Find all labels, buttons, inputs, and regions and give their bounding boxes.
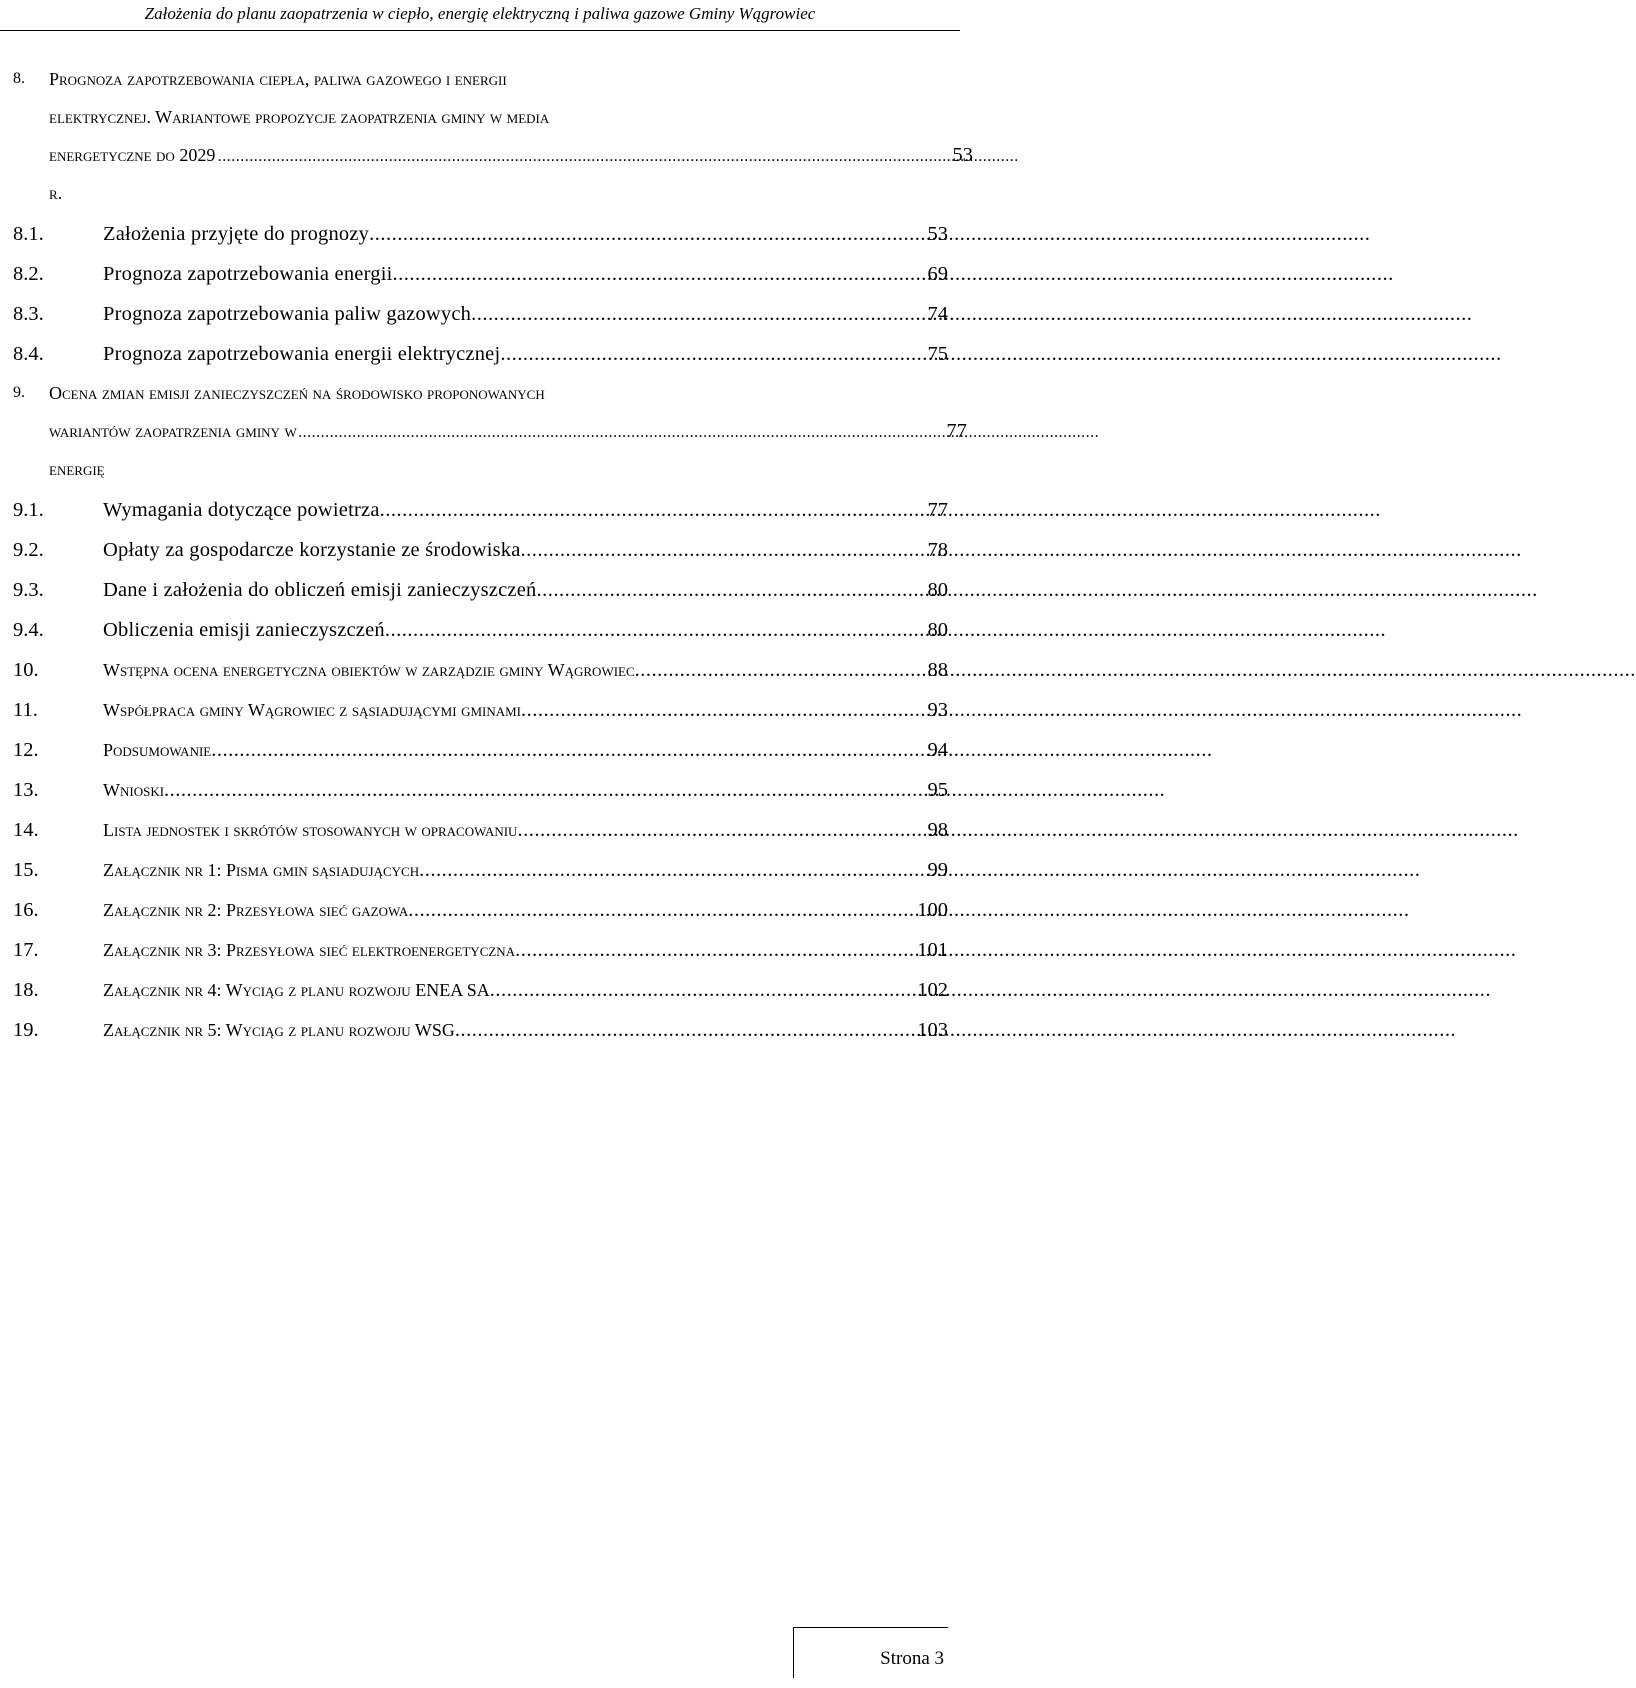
- toc-entry-number: 9.: [13, 384, 25, 401]
- toc-page-number: 74: [927, 303, 948, 325]
- toc-entry-number: 16.: [13, 899, 39, 921]
- toc-entry-number: 18.: [13, 979, 39, 1001]
- toc-entry-8-3[interactable]: [13, 294, 948, 334]
- table-of-contents: [13, 60, 974, 1050]
- toc-entry-title: Współpraca gminy Wągrowiec z sąsiadującymi gminami: [103, 700, 522, 720]
- toc-entry-title: Prognoza zapotrzebowania energii: [103, 263, 393, 285]
- toc-page-number: 69: [927, 263, 948, 285]
- toc-page-number: 80: [927, 619, 948, 641]
- toc-entry-title-line: wariantów zaopatrzenia gminy w energię: [49, 421, 297, 479]
- toc-entry-number: 12.: [13, 739, 39, 761]
- toc-page-number: 53: [952, 144, 974, 166]
- toc-entry-8-1[interactable]: [13, 214, 948, 254]
- dot-leader: [635, 650, 925, 690]
- dot-leader: [211, 730, 924, 770]
- dot-leader: [455, 1010, 914, 1050]
- toc-page-number: 99: [927, 859, 948, 881]
- toc-entry-title: Wnioski: [103, 780, 165, 800]
- dot-leader: [393, 254, 925, 294]
- toc-entry-title: Załącznik nr 2: Przesyłowa sieć gazowa: [103, 900, 409, 920]
- toc-entry-title: Załącznik nr 1: Pisma gmin sąsiadujących: [103, 860, 420, 880]
- toc-page-number: 95: [927, 779, 948, 801]
- dot-leader: [419, 850, 924, 890]
- toc-page-number: 101: [917, 939, 948, 961]
- toc-entry-14[interactable]: [13, 810, 948, 850]
- toc-entry-16[interactable]: [13, 890, 948, 930]
- toc-page-number: 94: [927, 739, 948, 761]
- toc-entry-10[interactable]: [13, 650, 948, 690]
- toc-entry-8-2[interactable]: [13, 254, 948, 294]
- toc-entry-title: Podsumowanie: [103, 740, 212, 760]
- running-header: [0, 0, 960, 31]
- toc-entry-number: 14.: [13, 819, 39, 841]
- toc-entry-number: 8.: [13, 70, 25, 87]
- toc-entry-number: 8.2.: [13, 263, 44, 285]
- toc-entry-title: Prognoza zapotrzebowania paliw gazowych: [103, 303, 472, 325]
- dot-leader: [218, 138, 953, 176]
- dot-leader: [385, 610, 925, 650]
- toc-entry-number: 17.: [13, 939, 39, 961]
- toc-entry-9-4[interactable]: [13, 610, 948, 650]
- toc-entry-title: Obliczenia emisji zanieczyszczeń: [103, 619, 385, 641]
- toc-entry-19[interactable]: [13, 1010, 948, 1050]
- toc-entry-title: Prognoza zapotrzebowania energii elektrycznej: [103, 343, 501, 365]
- page-footer: [793, 1627, 948, 1678]
- toc-page-number: 80: [927, 579, 948, 601]
- toc-entry-title: Opłaty za gospodarcze korzystanie ze środowiska: [103, 539, 521, 561]
- toc-entry-number: 9.4.: [13, 619, 44, 641]
- toc-entry-number: 11.: [13, 699, 38, 721]
- toc-entry-number: 13.: [13, 779, 39, 801]
- dot-leader: [298, 414, 946, 452]
- toc-page-number: 78: [927, 539, 948, 561]
- toc-entry-18[interactable]: [13, 970, 948, 1010]
- toc-entry-title-line: Ocena zmian emisji zanieczyszczeń na środowisko proponowanych: [49, 383, 545, 403]
- toc-entry-13[interactable]: [13, 770, 948, 810]
- toc-entry-9-1[interactable]: [13, 490, 948, 530]
- dot-leader: [490, 970, 915, 1010]
- dot-leader: [521, 690, 924, 730]
- toc-entry-15[interactable]: [13, 850, 948, 890]
- toc-page-number: 102: [917, 979, 948, 1001]
- toc-page-number: 77: [946, 420, 967, 442]
- toc-entry-title: Załącznik nr 3: Przesyłowa sieć elektroenergetyczna: [103, 940, 516, 960]
- toc-entry-title: Dane i założenia do obliczeń emisji zanieczyszczeń: [103, 579, 537, 601]
- toc-entry-12[interactable]: [13, 730, 948, 770]
- toc-entry-8[interactable]: [13, 60, 974, 212]
- toc-entry-number: 8.1.: [13, 223, 44, 245]
- toc-entry-number: 9.1.: [13, 499, 44, 521]
- dot-leader: [369, 214, 924, 254]
- toc-entry-title: Lista jednostek i skrótów stosowanych w opracowaniu: [103, 820, 518, 840]
- toc-page-number: 88: [927, 659, 948, 681]
- toc-entry-number: 8.4.: [13, 343, 44, 365]
- dot-leader: [521, 530, 925, 570]
- toc-entry-number: 8.3.: [13, 303, 44, 325]
- toc-entry-number: 19.: [13, 1019, 39, 1041]
- toc-page-number: 103: [917, 1019, 948, 1041]
- toc-entry-17[interactable]: [13, 930, 948, 970]
- dot-leader: [164, 770, 924, 810]
- toc-entry-title: Wstępna ocena energetyczna obiektów w zarządzie gminy Wągrowiec: [103, 660, 635, 680]
- toc-entry-number: 10.: [13, 659, 39, 681]
- dot-leader: [517, 810, 924, 850]
- toc-entry-number: 9.2.: [13, 539, 44, 561]
- dot-leader: [408, 890, 914, 930]
- toc-page-number: 53: [927, 223, 948, 245]
- dot-leader: [500, 334, 924, 374]
- toc-entry-number: 15.: [13, 859, 39, 881]
- toc-entry-title-line: elektrycznej. Wariantowe propozycje zaopatrzenia gminy w media: [49, 107, 550, 127]
- toc-entry-title-line: Prognoza zapotrzebowania ciepła, paliwa gazowego i energii: [49, 69, 507, 89]
- toc-entry-title: Załącznik nr 4: Wyciąg z planu rozwoju ENEA SA: [103, 980, 490, 1000]
- running-header-title: Założenia do planu zaopatrzenia w ciepło, energię elektryczną i paliwa gazowe Gminy Wągrowiec: [144, 4, 816, 23]
- toc-entry-11[interactable]: [13, 690, 948, 730]
- toc-entry-title: Założenia przyjęte do prognozy: [103, 223, 370, 245]
- dot-leader: [515, 930, 914, 970]
- toc-entry-9[interactable]: [13, 374, 967, 488]
- dot-leader: [536, 570, 924, 610]
- toc-entry-8-4[interactable]: [13, 334, 948, 374]
- page-number-label: Strona 3: [880, 1648, 944, 1669]
- toc-entry-title-line: energetyczne do 2029 r.: [49, 145, 216, 203]
- toc-page-number: 93: [927, 699, 948, 721]
- toc-entry-number: 9.3.: [13, 579, 44, 601]
- toc-entry-9-2[interactable]: [13, 530, 948, 570]
- toc-page-number: 98: [927, 819, 948, 841]
- toc-page-number: 77: [927, 499, 948, 521]
- toc-page-number: 75: [927, 343, 948, 365]
- toc-entry-title: Wymagania dotyczące powietrza: [103, 499, 380, 521]
- toc-entry-9-3[interactable]: [13, 570, 948, 610]
- toc-page-number: 100: [917, 899, 948, 921]
- dot-leader: [380, 490, 925, 530]
- toc-entry-title: Załącznik nr 5: Wyciąg z planu rozwoju WSG: [103, 1020, 455, 1040]
- dot-leader: [471, 294, 924, 334]
